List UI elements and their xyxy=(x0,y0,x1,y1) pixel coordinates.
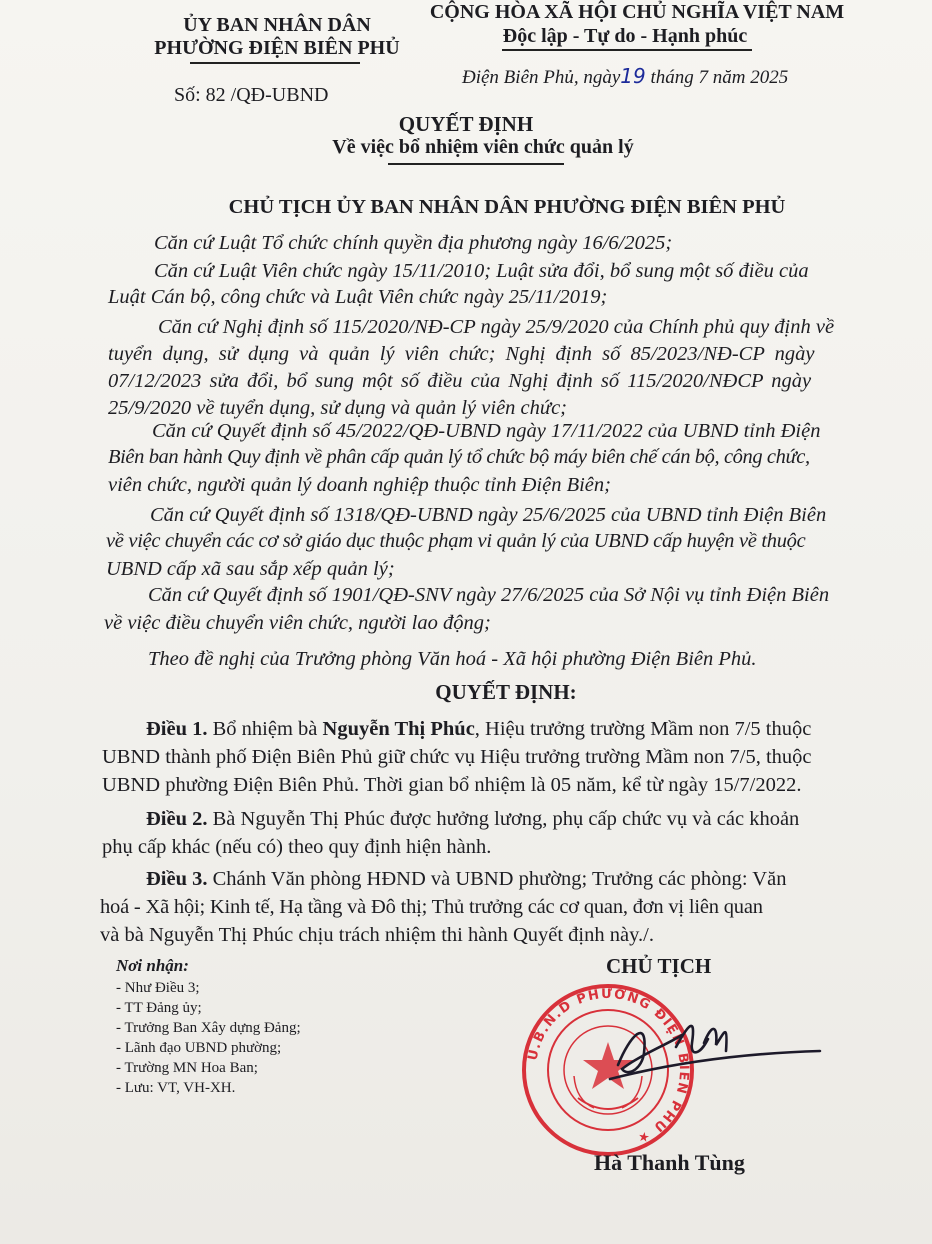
recipient-item: - Lãnh đạo UBND phường; xyxy=(116,1040,282,1056)
recipients-title: Nơi nhận: xyxy=(116,956,189,975)
basis-line: 07/12/2023 sửa đổi, bổ sung một số điều của Nghị định số 115/2020/NĐCP ngày xyxy=(108,370,812,392)
article-1-text: Bổ nhiệm bà xyxy=(212,718,318,740)
basis-line: tuyển dụng, sử dụng và quản lý viên chức; Nghị định số 85/2023/NĐ-CP ngày xyxy=(108,343,815,365)
article-2-line xyxy=(146,806,799,832)
basis-line: Căn cứ Quyết định số 1318/QĐ-UBND ngày 25/6/2025 của UBND tỉnh Điện Biên xyxy=(150,504,827,526)
recipients-block xyxy=(116,956,301,1098)
basis-line: UBND cấp xã sau sắp xếp quản lý; xyxy=(106,558,395,580)
basis-line: 25/9/2020 về tuyển dụng, sử dụng và quản lý viên chức; xyxy=(108,397,568,419)
basis-line: về việc điều chuyển viên chức, người lao động; xyxy=(104,612,491,634)
agency-block xyxy=(132,14,422,60)
basis-line: Theo đề nghị của Trưởng phòng Văn hoá - Xã hội phường Điện Biên Phủ. xyxy=(148,648,757,670)
basis-line: Căn cứ Quyết định số 45/2022/QĐ-UBND ngày 17/11/2022 của UBND tỉnh Điện xyxy=(152,420,821,442)
agency-line2: PHƯỜNG ĐIỆN BIÊN PHỦ xyxy=(154,37,400,59)
decision-heading: QUYẾT ĐỊNH: xyxy=(435,680,577,704)
article-2-line: phụ cấp khác (nếu có) theo quy định hiện hành. xyxy=(102,836,492,858)
basis-line: Luật Cán bộ, công chức và Luật Viên chức ngày 25/11/2019; xyxy=(108,286,608,308)
basis-line: Căn cứ Nghị định số 115/2020/NĐ-CP ngày 25/9/2020 của Chính phủ quy định về xyxy=(158,316,835,338)
article-2-label: Điều 2. xyxy=(146,808,208,830)
article-3-line xyxy=(146,866,786,892)
basis-line: Căn cứ Luật Tổ chức chính quyền địa phương ngày 16/6/2025; xyxy=(154,232,673,254)
appointee-name: Nguyễn Thị Phúc xyxy=(322,718,475,740)
document-subject: Về việc bổ nhiệm viên chức quản lý xyxy=(332,136,634,158)
article-3-line: và bà Nguyễn Thị Phúc chịu trách nhiệm thi hành Quyết định này./. xyxy=(100,924,654,946)
article-3-text: Chánh Văn phòng HĐND và UBND phường; Trưởng các phòng: Văn xyxy=(212,868,787,890)
basis-line: về việc chuyển các cơ sở giáo dục thuộc phạm vi quản lý của UBND cấp huyện về thuộc xyxy=(106,530,806,552)
basis-line: viên chức, người quản lý doanh nghiệp thuộc tỉnh Điện Biên; xyxy=(108,474,611,496)
motto-underline xyxy=(502,49,752,51)
date-day: 19 xyxy=(620,64,646,88)
basis-line: Căn cứ Quyết định số 1901/QĐ-SNV ngày 27/6/2025 của Sở Nội vụ tỉnh Điện Biên xyxy=(148,584,830,606)
recipient-item: - TT Đảng ủy; xyxy=(116,1000,202,1016)
date-line xyxy=(462,64,788,89)
article-1-line: UBND thành phố Điện Biên Phủ giữ chức vụ Hiệu trưởng trường Mầm non 7/5, thuộc xyxy=(102,746,812,768)
article-1-line: UBND phường Điện Biên Phủ. Thời gian bổ nhiệm là 05 năm, kể từ ngày 15/7/2022. xyxy=(102,774,802,796)
recipient-item: - Lưu: VT, VH-XH. xyxy=(116,1080,236,1096)
authority-heading: CHỦ TỊCH ỦY BAN NHÂN DÂN PHƯỜNG ĐIỆN BIÊN PHỦ xyxy=(228,196,786,218)
article-1-label: Điều 1. xyxy=(146,718,208,740)
recipient-item: - Trưởng Ban Xây dựng Đảng; xyxy=(116,1020,301,1036)
article-3-line: hoá - Xã hội; Kinh tế, Hạ tầng và Đô thị; Thủ trưởng các cơ quan, đơn vị liên quan xyxy=(100,896,763,918)
article-2-text: Bà Nguyễn Thị Phúc được hưởng lương, phụ cấp chức vụ và các khoản xyxy=(212,808,800,830)
document-type: QUYẾT ĐỊNH xyxy=(398,112,534,136)
motto: Độc lập - Tự do - Hạnh phúc xyxy=(502,25,748,47)
agency-underline xyxy=(190,62,360,64)
document-number: Số: 82 /QĐ-UBND xyxy=(174,84,329,106)
article-1-line xyxy=(146,716,811,742)
basis-line: Biên ban hành Quy định về phân cấp quản lý tổ chức bộ máy biên chế cán bộ, công chức, xyxy=(108,446,810,468)
date-prefix: Điện Biên Phủ, ngày xyxy=(462,67,621,88)
svg-text:U.B.N.D PHƯỜNG ĐIỆN BIÊN PHỦ ★: U.B.N.D PHƯỜNG ĐIỆN BIÊN PHỦ ★ xyxy=(525,986,692,1147)
handwritten-signature xyxy=(600,995,840,1095)
article-3-label: Điều 3. xyxy=(146,868,208,890)
signer-position: CHỦ TỊCH xyxy=(606,954,712,978)
basis-line: Căn cứ Luật Viên chức ngày 15/11/2010; Luật sửa đổi, bổ sung một số điều của xyxy=(154,260,809,282)
recipient-item: - Trường MN Hoa Ban; xyxy=(116,1060,258,1076)
subject-underline xyxy=(388,163,564,165)
article-1-text: , Hiệu trưởng trường Mầm non 7/5 thuộc xyxy=(474,718,812,740)
recipient-item: - Như Điều 3; xyxy=(116,980,200,996)
date-suffix: tháng 7 năm 2025 xyxy=(650,67,789,88)
nation-title: CỘNG HÒA XÃ HỘI CHỦ NGHĨA VIỆT NAM xyxy=(429,1,845,23)
nation-block xyxy=(412,0,862,48)
signer-name: Hà Thanh Tùng xyxy=(594,1150,745,1175)
agency-line1: ỦY BAN NHÂN DÂN xyxy=(183,14,371,36)
